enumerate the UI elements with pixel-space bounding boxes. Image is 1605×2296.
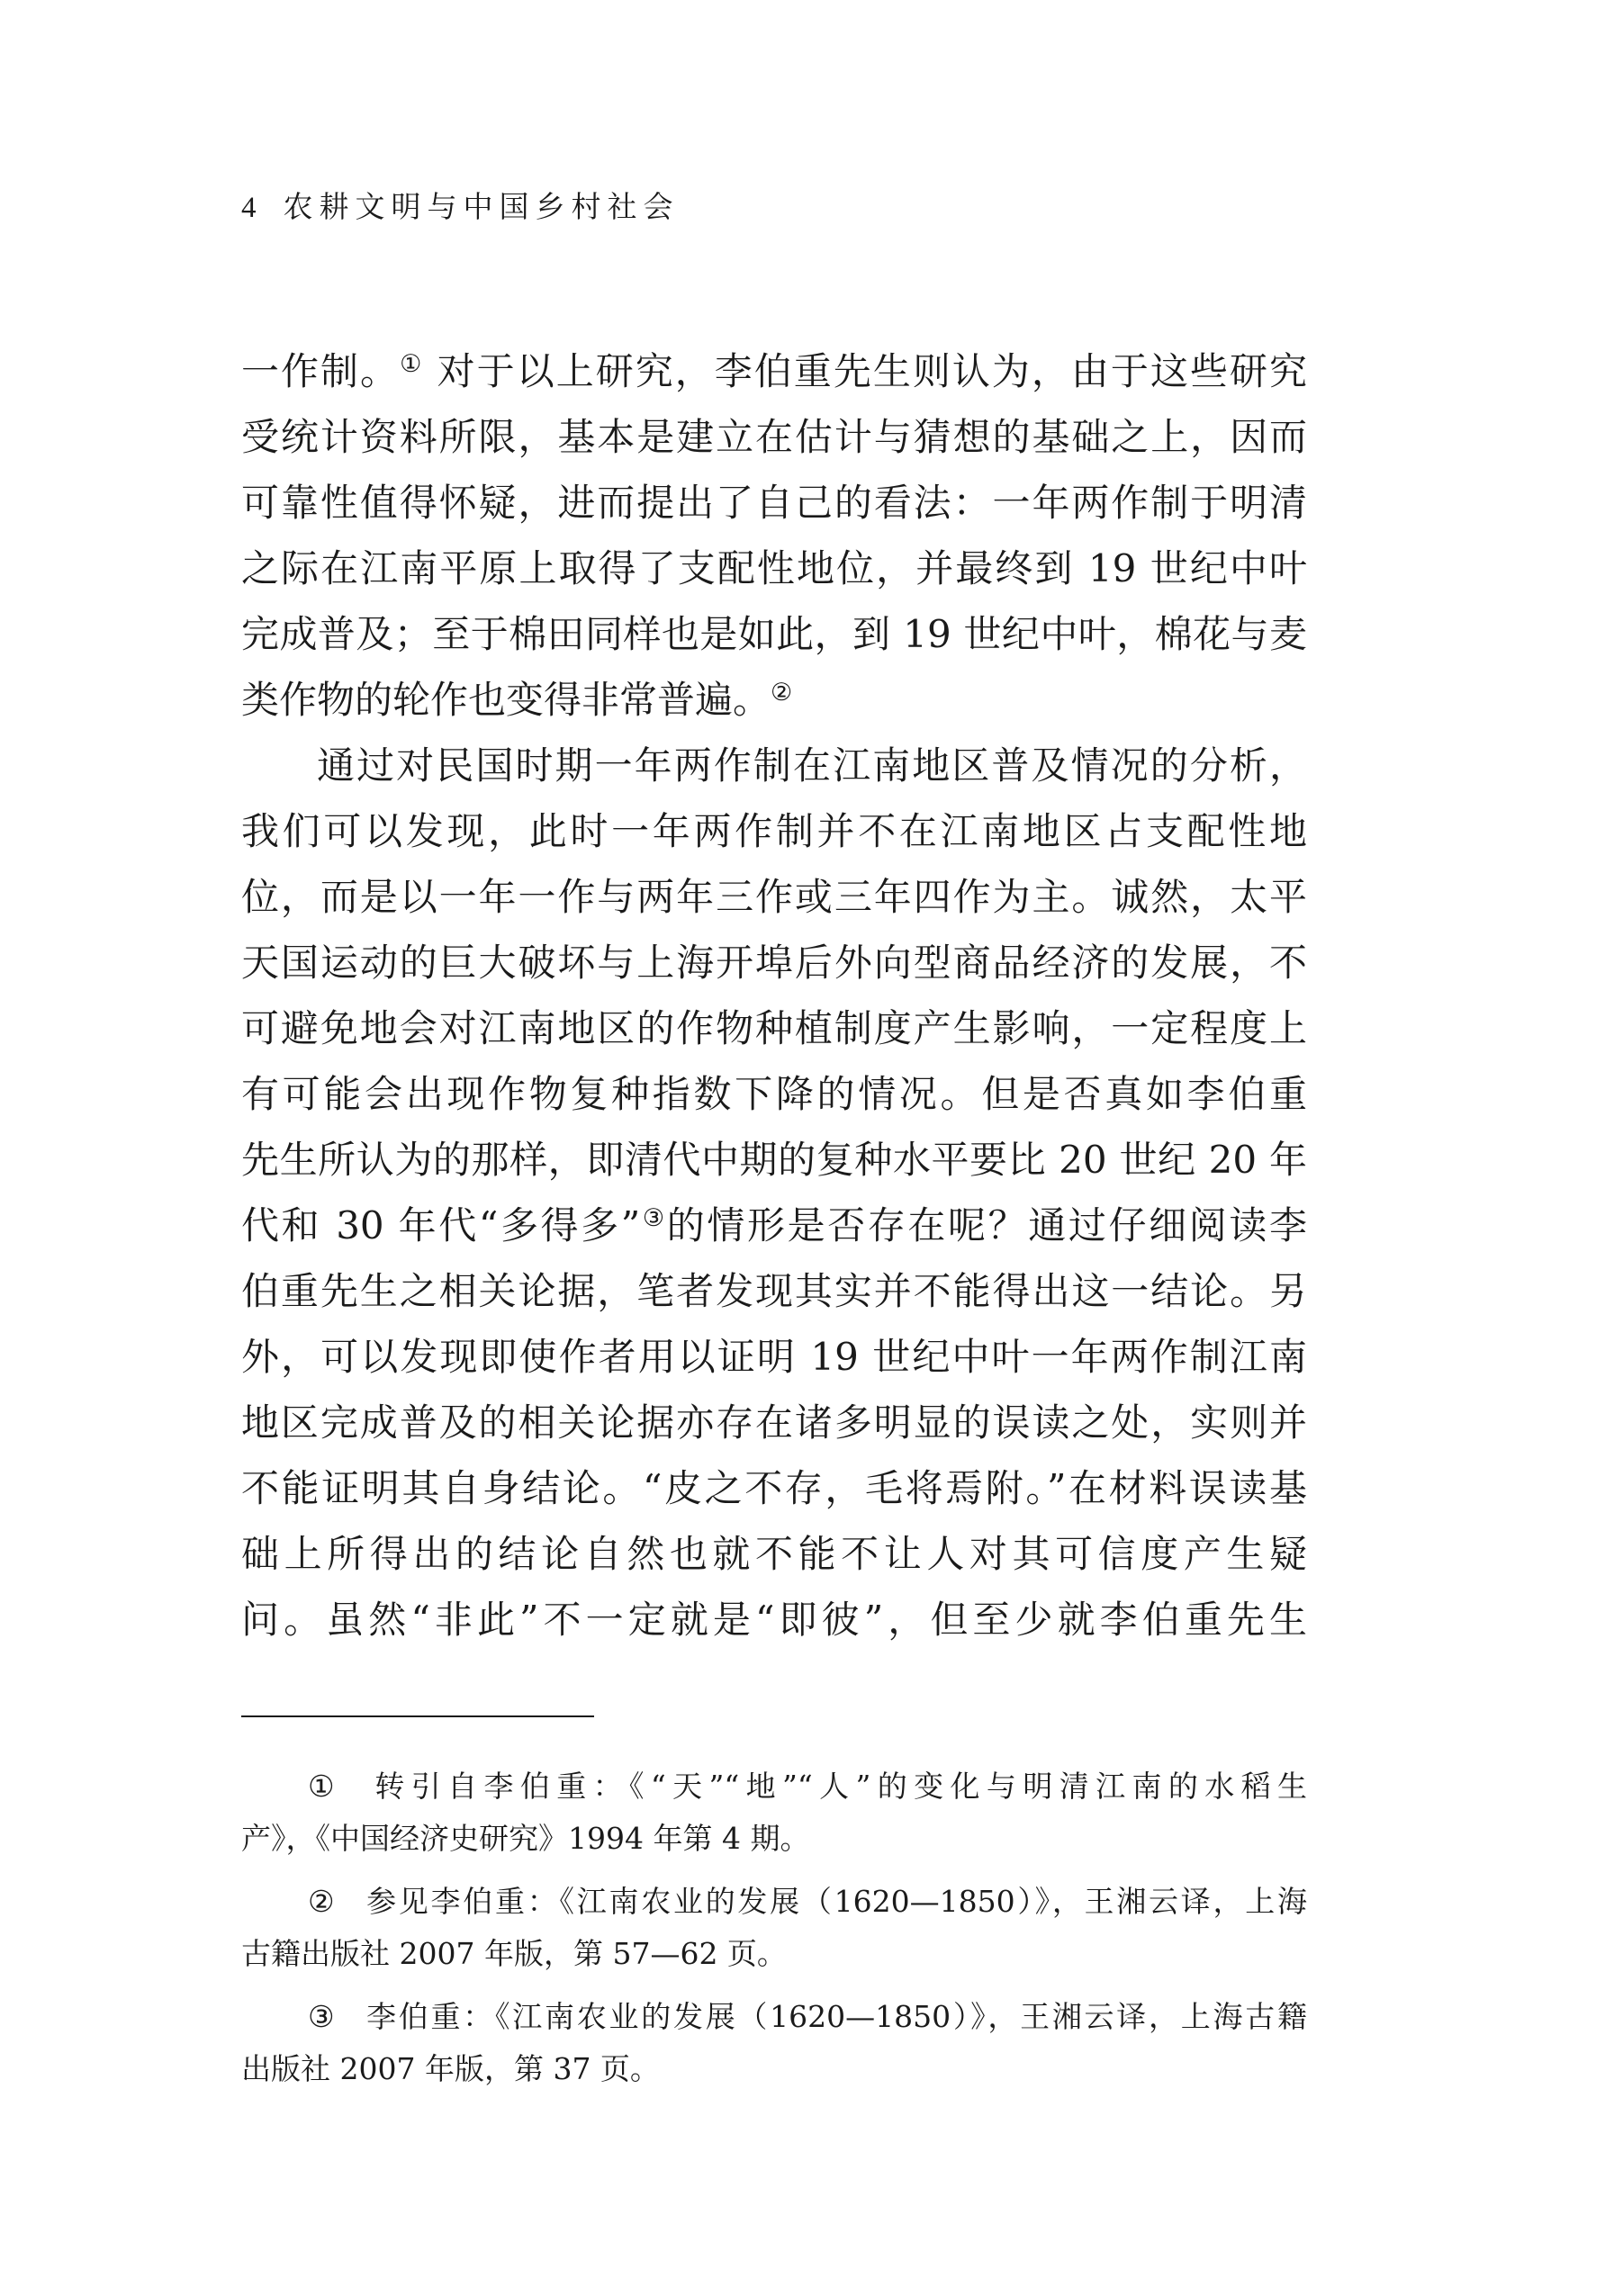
text-line: 础上所得出的结论自然也就不能不让人对其可信度产生疑 xyxy=(241,1532,1307,1576)
text-line: 可靠性值得怀疑，进而提出了自己的看法：一年两作制于明清 xyxy=(241,481,1307,525)
text-line: 伯重先生之相关论据，笔者发现其实并不能得出这一结论。另 xyxy=(241,1269,1307,1313)
footnote-ref-2: ② xyxy=(771,679,793,707)
text-line: 受统计资料所限，基本是建立在估计与猜想的基础之上，因而 xyxy=(241,415,1307,459)
text-line: 不能证明其自身结论。“皮之不存，毛将焉附。”在材料误读基 xyxy=(241,1466,1307,1510)
text-line: 类作物的轮作也变得非常普遍。② xyxy=(241,678,793,722)
footnote-1-cont: 产》，《中国经济史研究》1994 年第 4 期。 xyxy=(241,1821,810,1856)
book-title: 农耕文明与中国乡村社会 xyxy=(283,189,680,224)
page-number: 4 xyxy=(241,192,257,224)
text-line: 问。虽然“非此”不一定就是“即彼”，但至少就李伯重先生 xyxy=(241,1598,1307,1642)
footnote-ref-1: ① xyxy=(400,350,424,378)
text-line: 完成普及；至于棉田同样也是如此，到 19 世纪中叶，棉花与麦 xyxy=(241,612,1307,656)
footnote-2-cont: 古籍出版社 2007 年版，第 57—62 页。 xyxy=(241,1936,787,1971)
text-line: 地区完成普及的相关论据亦存在诸多明显的误读之处，实则并 xyxy=(241,1400,1307,1445)
text-line: 先生所认为的那样，即清代中期的复种水平要比 20 世纪 20 年 xyxy=(241,1138,1307,1182)
footnotes xyxy=(241,1760,1307,2095)
text-line: 我们可以发现，此时一年两作制并不在江南地区占支配性地 xyxy=(241,809,1307,853)
footnote-1: ① 转引自李伯重：《“天”“地”“人”的变化与明清江南的水稻生 xyxy=(308,1769,1307,1804)
text-line: 有可能会出现作物复种指数下降的情况。但是否真如李伯重 xyxy=(241,1072,1307,1116)
text-line: 外，可以发现即使作者用以证明 19 世纪中叶一年两作制江南 xyxy=(241,1335,1307,1379)
text-line: 之际在江南平原上取得了支配性地位，并最终到 19 世纪中叶 xyxy=(241,546,1307,590)
footnote-3: ③ 李伯重：《江南农业的发展（1620—1850）》，王湘云译，上海古籍 xyxy=(308,1999,1307,2034)
footnote-2: ② 参见李伯重：《江南农业的发展（1620—1850）》，王湘云译，上海 xyxy=(308,1884,1307,1919)
text-line: 可避免地会对江南地区的作物种植制度产生影响，一定程度上 xyxy=(241,1006,1307,1050)
text-line: 位，而是以一年一作与两年三作或三年四作为主。诚然，太平 xyxy=(241,875,1307,919)
footnote-ref-3: ③ xyxy=(640,1204,667,1232)
text-line: 天国运动的巨大破坏与上海开埠后外向型商品经济的发展，不 xyxy=(241,941,1307,985)
text-line: 代和 30 年代“多得多”③的情形是否存在呢？通过仔细阅读李 xyxy=(241,1203,1307,1247)
main-text xyxy=(241,338,1307,1652)
footnote-divider xyxy=(241,1715,594,1717)
running-header xyxy=(241,185,680,230)
footnote-3-cont: 出版社 2007 年版，第 37 页。 xyxy=(241,2051,660,2086)
text-line: 通过对民国时期一年两作制在江南地区普及情况的分析， xyxy=(317,743,1307,788)
text-line: 一作制。① 对于以上研究，李伯重先生则认为，由于这些研究 xyxy=(241,349,1307,393)
